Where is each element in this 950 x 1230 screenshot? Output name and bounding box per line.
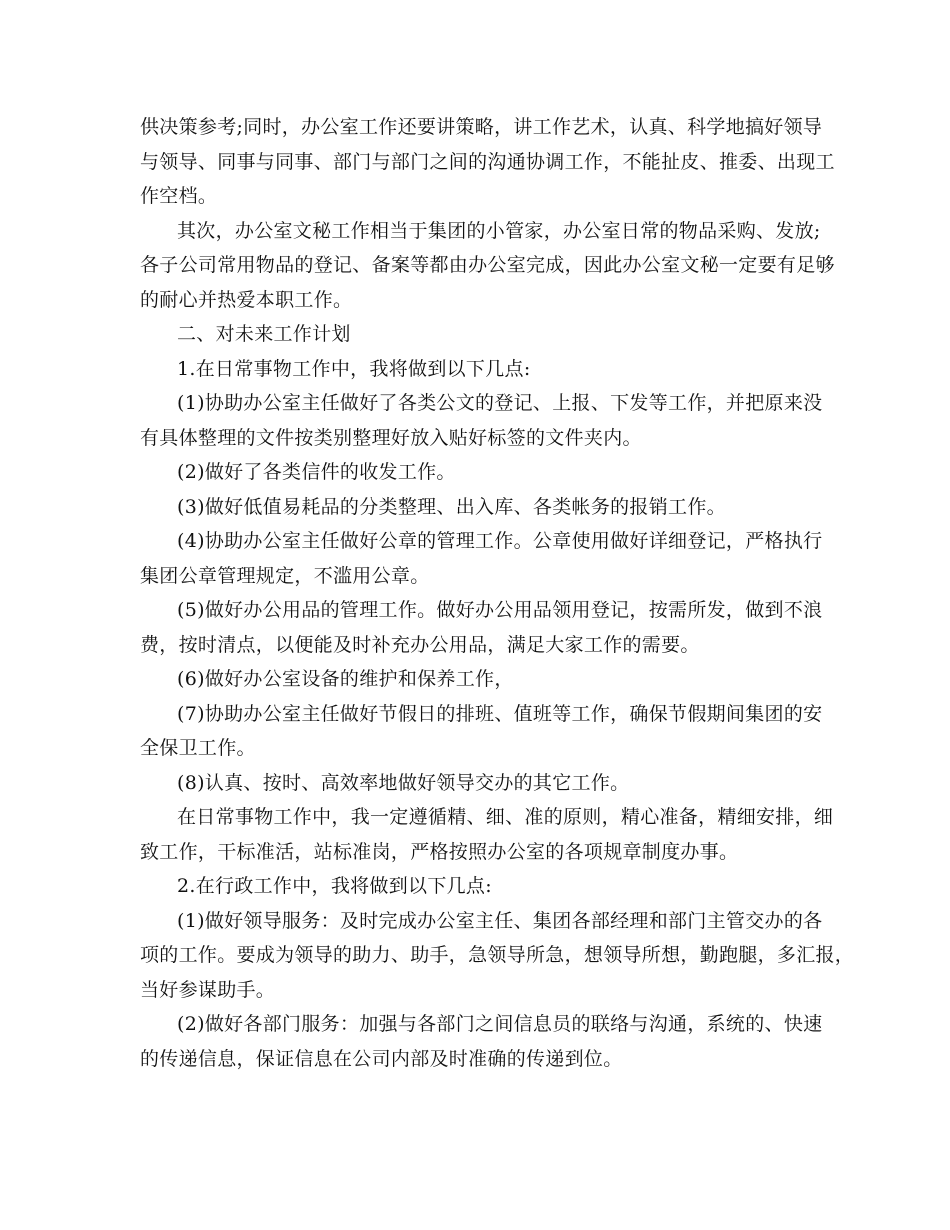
list-item-line: (4)协助办公室主任做好公章的管理工作。公章使用做好详细登记，严格执行 bbox=[177, 530, 823, 552]
text-line: 项的工作。要成为领导的助力、助手，急领导所急，想领导所想，勤跑腿，多汇报， bbox=[140, 944, 855, 966]
text-line: 作空档。 bbox=[140, 185, 218, 207]
text-line: 的传递信息，保证信息在公司内部及时准确的传递到位。 bbox=[140, 1047, 623, 1070]
paragraph-start-line: 其次，办公室文秘工作相当于集团的小管家，办公室日常的物品采购、发放; bbox=[177, 219, 821, 242]
list-item-line: (1)协助办公室主任做好了各类公文的登记、上报、下发等工作，并把原来没 bbox=[177, 392, 823, 414]
subsection-heading: 2.在行政工作中，我将做到以下几点: bbox=[177, 875, 492, 897]
list-item-line: (3)做好低值易耗品的分类整理、出入库、各类帐务的报销工作。 bbox=[177, 495, 726, 518]
text-line: 各子公司常用物品的登记、备案等都由办公室完成，因此办公室文秘一定要有足够 bbox=[140, 254, 835, 276]
paragraph-start-line: 在日常事物工作中，我一定遵循精、细、准的原则，精心准备，精细安排，细 bbox=[177, 806, 834, 828]
section-heading: 二、对未来工作计划 bbox=[177, 323, 351, 345]
subsection-heading: 1.在日常事物工作中，我将做到以下几点: bbox=[177, 357, 531, 380]
text-line: 与领导、同事与同事、部门与部门之间的沟通协调工作，不能扯皮、推委、出现工 bbox=[140, 150, 835, 173]
text-line: 集团公章管理规定，不滥用公章。 bbox=[140, 564, 430, 587]
text-line: 有具体整理的文件按类别整理好放入贴好标签的文件夹内。 bbox=[140, 426, 642, 449]
list-item-line: (5)做好办公用品的管理工作。做好办公用品领用登记，按需所发，做到不浪 bbox=[177, 599, 823, 621]
list-item-line: (2)做好各部门服务：加强与各部门之间信息员的联络与沟通，系统的、快速 bbox=[177, 1013, 823, 1035]
list-item-line: (7)协助办公室主任做好节假日的排班、值班等工作，确保节假期间集团的安 bbox=[177, 702, 823, 725]
text-line: 当好参谋助手。 bbox=[140, 978, 276, 1001]
text-line: 供决策参考;同时，办公室工作还要讲策略，讲工作艺术，认真、科学地搞好领导 bbox=[140, 116, 823, 138]
list-item-line: (2)做好了各类信件的收发工作。 bbox=[177, 461, 456, 483]
document-body bbox=[140, 110, 855, 1076]
text-line: 费，按时清点，以便能及时补充办公用品，满足大家工作的需要。 bbox=[140, 633, 700, 656]
text-line: 全保卫工作。 bbox=[140, 737, 256, 759]
list-item-line: (1)做好领导服务：及时完成办公室主任、集团各部经理和部门主管交办的各 bbox=[177, 909, 823, 932]
list-item-line: (6)做好办公室设备的维护和保养工作， bbox=[177, 668, 514, 690]
text-line: 的耐心并热爱本职工作。 bbox=[140, 288, 353, 311]
list-item-line: (8)认真、按时、高效率地做好领导交办的其它工作。 bbox=[177, 771, 630, 794]
text-line: 致工作，干标准活，站标准岗，严格按照办公室的各项规章制度办事。 bbox=[140, 840, 739, 863]
